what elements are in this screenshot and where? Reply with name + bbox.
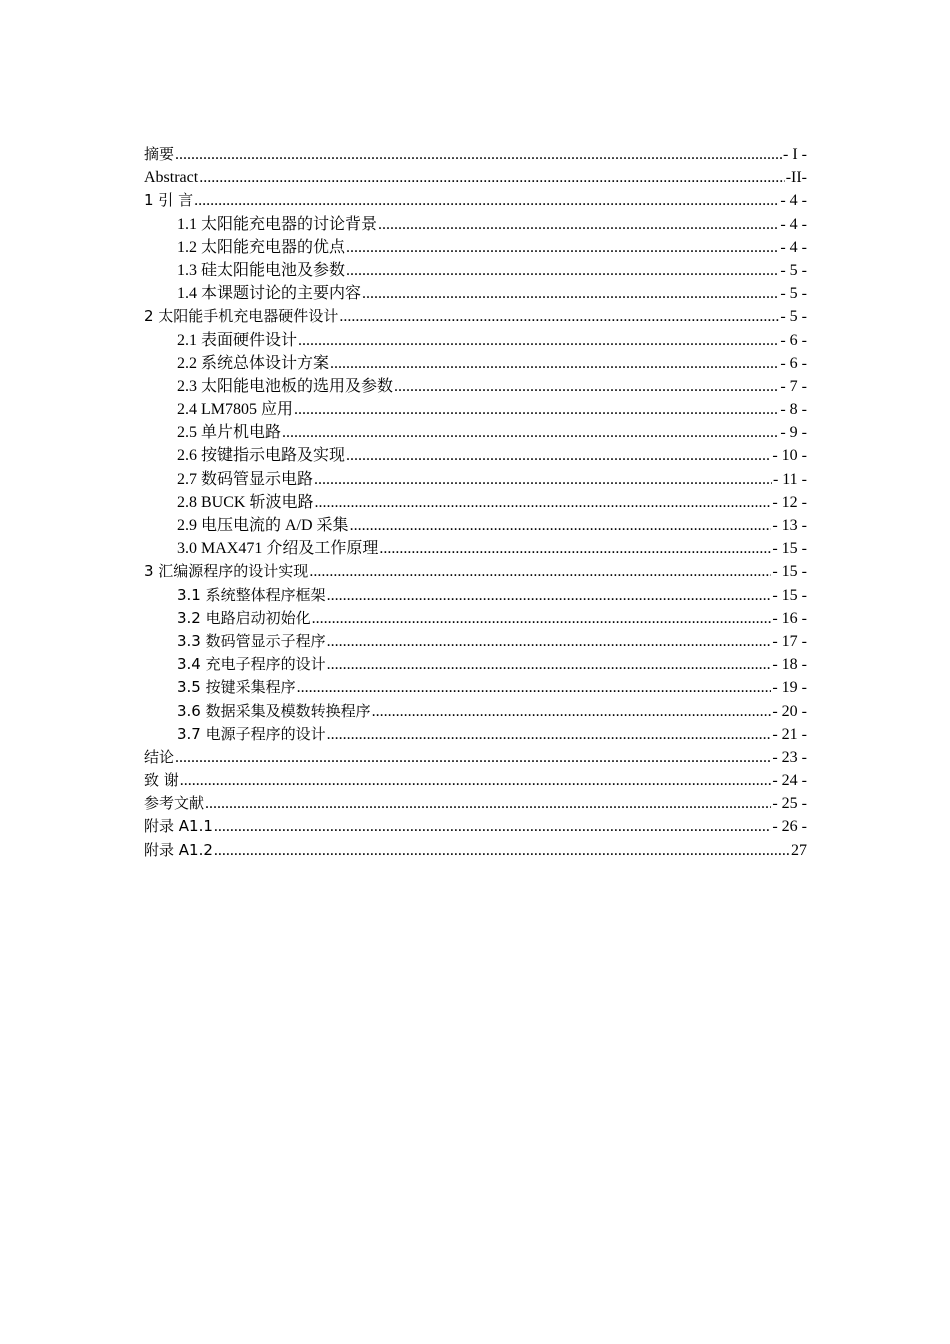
toc-entry[interactable] — [144, 213, 807, 236]
toc-entry-title: 1 引 言 — [144, 191, 194, 210]
toc-entry-page-number: - 13 - — [772, 517, 807, 534]
toc-dot-leader — [175, 746, 771, 769]
toc-entry-title: 摘要 — [144, 145, 175, 163]
toc-entry-title: 2.1 表面硬件设计 — [177, 331, 298, 349]
toc-entry[interactable] — [144, 815, 807, 838]
toc-entry[interactable] — [144, 700, 807, 723]
toc-entry-page-number: - 4 - — [780, 192, 807, 210]
toc-dot-leader — [194, 189, 779, 212]
toc-entry-title: 2.7 数码管显示电路 — [177, 470, 314, 488]
toc-entry-title: 3.4 充电子程序的设计 — [177, 655, 326, 674]
toc-entry-title: 3.1 系统整体程序框架 — [177, 585, 326, 604]
toc-entry-page-number: - 26 - — [772, 818, 807, 836]
toc-dot-leader — [312, 607, 772, 630]
toc-entry-title: 结论 — [144, 747, 175, 766]
toc-entry-page-number: - 16 - — [772, 609, 807, 627]
toc-entry-page-number: - 10 - — [772, 447, 807, 465]
toc-entry[interactable] — [144, 839, 807, 862]
toc-entry-page-number: - 4 - — [780, 238, 807, 256]
toc-dot-leader — [330, 352, 779, 375]
toc-entry[interactable] — [144, 189, 807, 212]
toc-dot-leader — [394, 375, 779, 398]
toc-entry-page-number: -II- — [785, 169, 807, 187]
toc-entry-title: 3.2 电路启动初始化 — [177, 608, 311, 627]
toc-entry-page-number: - 24 - — [772, 772, 807, 790]
toc-entry-title: 3.3 数码管显示子程序 — [177, 631, 326, 650]
toc-entry-page-number: - 6 - — [780, 354, 807, 372]
toc-dot-leader — [346, 236, 779, 259]
table-of-contents — [144, 143, 807, 862]
toc-dot-leader — [327, 723, 772, 746]
toc-dot-leader — [294, 398, 779, 421]
toc-entry[interactable] — [144, 282, 807, 305]
toc-entry-page-number: - 11 - — [772, 470, 807, 488]
toc-dot-leader — [180, 769, 772, 792]
toc-entry-title: 3.6 数据采集及模数转换程序 — [177, 701, 371, 720]
toc-entry[interactable] — [144, 607, 807, 630]
toc-dot-leader — [282, 421, 779, 444]
toc-dot-leader — [309, 560, 771, 583]
toc-dot-leader — [327, 653, 772, 676]
toc-entry-title: 2.8 BUCK 斩波电路 — [177, 493, 314, 511]
toc-entry-title: 1.1 太阳能充电器的讨论背景 — [177, 215, 378, 233]
toc-entry[interactable] — [144, 375, 807, 398]
toc-entry-page-number: - 21 - — [772, 725, 807, 743]
toc-dot-leader — [327, 584, 772, 607]
toc-dot-leader — [297, 676, 772, 699]
toc-entry-title: 2 太阳能手机充电器硬件设计 — [144, 307, 339, 326]
toc-entry-page-number: - 19 - — [772, 679, 807, 697]
toc-entry[interactable] — [144, 259, 807, 282]
toc-dot-leader — [378, 213, 779, 236]
toc-dot-leader — [205, 792, 771, 815]
toc-entry[interactable] — [144, 398, 807, 421]
toc-entry-page-number: - 6 - — [780, 331, 807, 349]
toc-dot-leader — [346, 259, 779, 282]
toc-entry-page-number: - 5 - — [780, 285, 807, 303]
toc-dot-leader — [314, 491, 771, 514]
toc-entry-title: 1.3 硅太阳能电池及参数 — [177, 261, 346, 279]
toc-entry[interactable] — [144, 537, 807, 560]
toc-entry-page-number: - 9 - — [780, 424, 807, 442]
toc-entry-page-number: - 15 - — [772, 586, 807, 604]
toc-entry-title: 2.3 太阳能电池板的选用及参数 — [177, 377, 394, 395]
toc-entry[interactable] — [144, 514, 807, 537]
toc-entry-title: 附录 A1.2 — [144, 840, 213, 859]
toc-dot-leader — [175, 143, 782, 166]
toc-entry[interactable] — [144, 236, 807, 259]
toc-dot-leader — [214, 815, 771, 838]
toc-dot-leader — [314, 468, 772, 491]
toc-entry-title: 3.0 MAX471 介绍及工作原理 — [177, 540, 379, 558]
toc-dot-leader — [372, 700, 772, 723]
toc-entry-page-number: - 23 - — [772, 748, 807, 766]
toc-entry-title: 2.6 按键指示电路及实现 — [177, 447, 346, 465]
toc-entry-title: 1.2 太阳能充电器的优点 — [177, 238, 346, 256]
toc-dot-leader — [350, 514, 772, 537]
toc-entry-title: 附录 A1.1 — [144, 817, 213, 836]
toc-entry-title: 2.9 电压电流的 A/D 采集 — [177, 517, 349, 534]
toc-entry-page-number: 27 — [791, 841, 807, 859]
toc-entry[interactable] — [144, 166, 807, 189]
toc-entry[interactable] — [144, 584, 807, 607]
toc-dot-leader — [298, 329, 779, 352]
toc-entry[interactable] — [144, 676, 807, 699]
toc-entry-page-number: - I - — [783, 146, 807, 163]
toc-entry[interactable] — [144, 792, 807, 815]
toc-entry[interactable] — [144, 746, 807, 769]
toc-entry-title: 2.4 LM7805 应用 — [177, 401, 294, 419]
toc-entry-page-number: - 25 - — [772, 795, 807, 813]
toc-entry[interactable] — [144, 630, 807, 653]
toc-entry-title: Abstract — [144, 169, 199, 187]
toc-entry[interactable] — [144, 352, 807, 375]
toc-entry-page-number: - 12 - — [772, 493, 807, 511]
toc-entry-page-number: - 15 - — [772, 540, 807, 558]
toc-entry-page-number: - 7 - — [780, 377, 807, 395]
toc-entry-title: 致 谢 — [144, 771, 179, 790]
toc-dot-leader — [362, 282, 779, 305]
toc-entry-title: 参考文献 — [144, 794, 205, 813]
toc-entry-title: 3.5 按键采集程序 — [177, 678, 296, 697]
toc-entry[interactable] — [144, 560, 807, 583]
toc-dot-leader — [379, 537, 771, 560]
toc-entry-title: 3 汇编源程序的设计实现 — [144, 562, 309, 581]
toc-entry[interactable] — [144, 329, 807, 352]
toc-entry[interactable] — [144, 769, 807, 792]
toc-entry[interactable] — [144, 653, 807, 676]
toc-entry[interactable] — [144, 143, 807, 166]
toc-entry-page-number: - 8 - — [780, 401, 807, 419]
toc-dot-leader — [199, 166, 784, 189]
toc-entry[interactable] — [144, 421, 807, 444]
toc-entry-page-number: - 17 - — [772, 632, 807, 650]
toc-dot-leader — [346, 444, 771, 467]
toc-entry[interactable] — [144, 444, 807, 467]
toc-entry-title: 1.4 本课题讨论的主要内容 — [177, 285, 362, 303]
toc-entry[interactable] — [144, 491, 807, 514]
toc-entry-page-number: - 15 - — [772, 563, 807, 581]
toc-entry[interactable] — [144, 305, 807, 328]
toc-dot-leader — [339, 305, 779, 328]
toc-entry[interactable] — [144, 723, 807, 746]
toc-entry[interactable] — [144, 468, 807, 491]
toc-entry-title: 2.2 系统总体设计方案 — [177, 354, 330, 372]
toc-entry-page-number: - 4 - — [780, 215, 807, 233]
toc-entry-page-number: - 5 - — [780, 261, 807, 279]
toc-dot-leader — [214, 839, 790, 862]
toc-entry-page-number: - 5 - — [780, 308, 807, 326]
toc-dot-leader — [327, 630, 772, 653]
toc-entry-title: 2.5 单片机电路 — [177, 424, 282, 442]
toc-entry-page-number: - 18 - — [772, 656, 807, 674]
toc-entry-page-number: - 20 - — [772, 702, 807, 720]
toc-entry-title: 3.7 电源子程序的设计 — [177, 724, 326, 743]
